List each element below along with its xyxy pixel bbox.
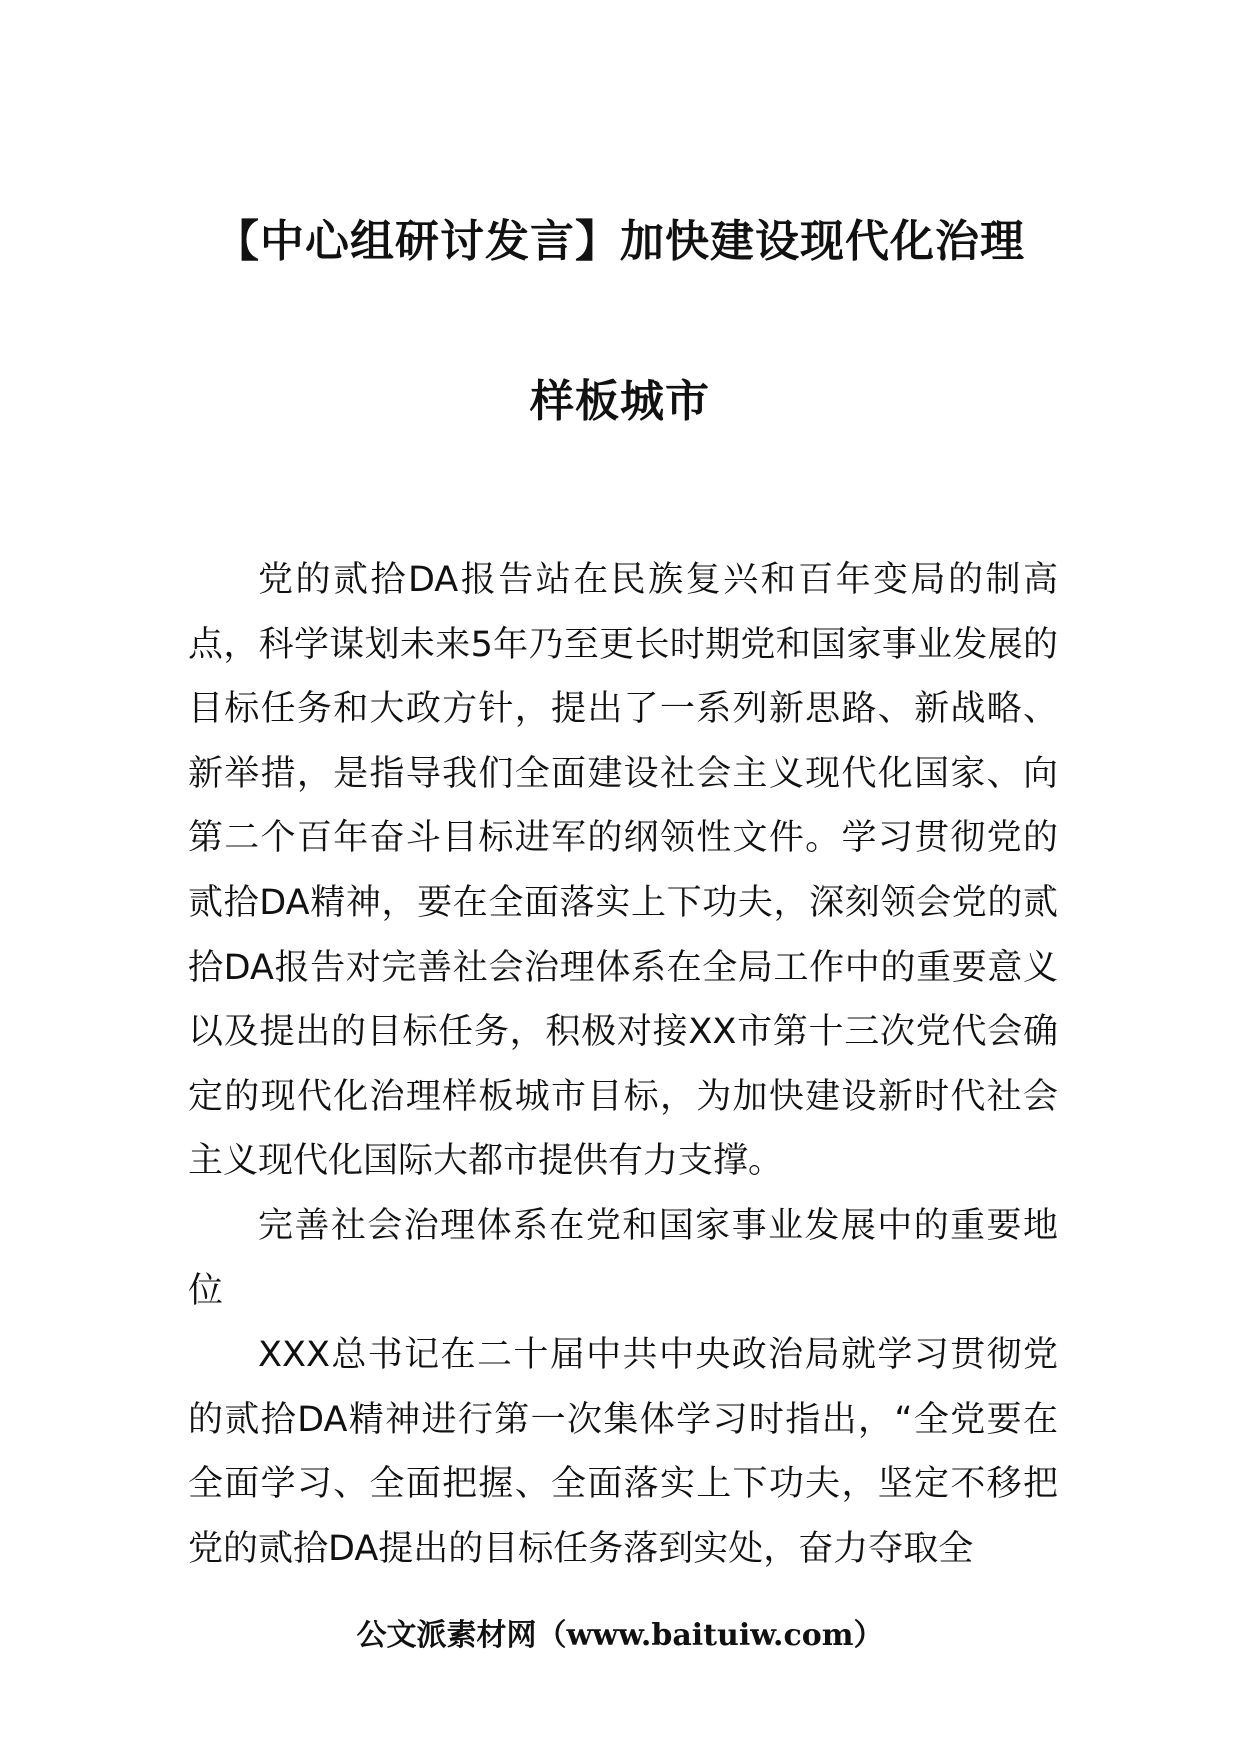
page-footer-watermark: 公文派素材网（www.baituiw.com）: [356, 1618, 884, 1653]
document-title-line-2: 样板城市: [530, 376, 710, 427]
document-body: [188, 548, 1058, 1582]
paragraph-3: XXX总书记在二十届中共中央政治局就学习贯彻党的贰拾DA精神进行第一次集体学习时指出，“全党要在全面学习、全面把握、全面落实上下功夫，坚定不移把党的贰拾DA提出的目标任务落到实处，奋力夺取全: [188, 1335, 1058, 1569]
document-title-line-1: 【中心组研讨发言】加快建设现代化治理: [215, 216, 1025, 267]
paragraph-1: 党的贰拾DA报告站在民族复兴和百年变局的制高点，科学谋划未来5年乃至更长时期党和国家事业发展的目标任务和大政方针，提出了一系列新思路、新战略、新举措，是指导我们全面建设社会主义现代化国家、向第二个百年奋斗目标进军的纲领性文件。学习贯彻党的贰拾DA精神，要在全面落实上下功夫，深刻领会党的贰拾DA报告对完善社会治理体系在全局工作中的重要意义以及提出的目标任务，积极对接XX市第十三次党代会确定的现代化治理样板城市目标，为加快建设新时代社会主义现代化国际大都市提供有力支撑。: [188, 560, 1058, 1182]
paragraph-2: 完善社会治理体系在党和国家事业发展中的重要地位: [188, 1205, 1058, 1311]
